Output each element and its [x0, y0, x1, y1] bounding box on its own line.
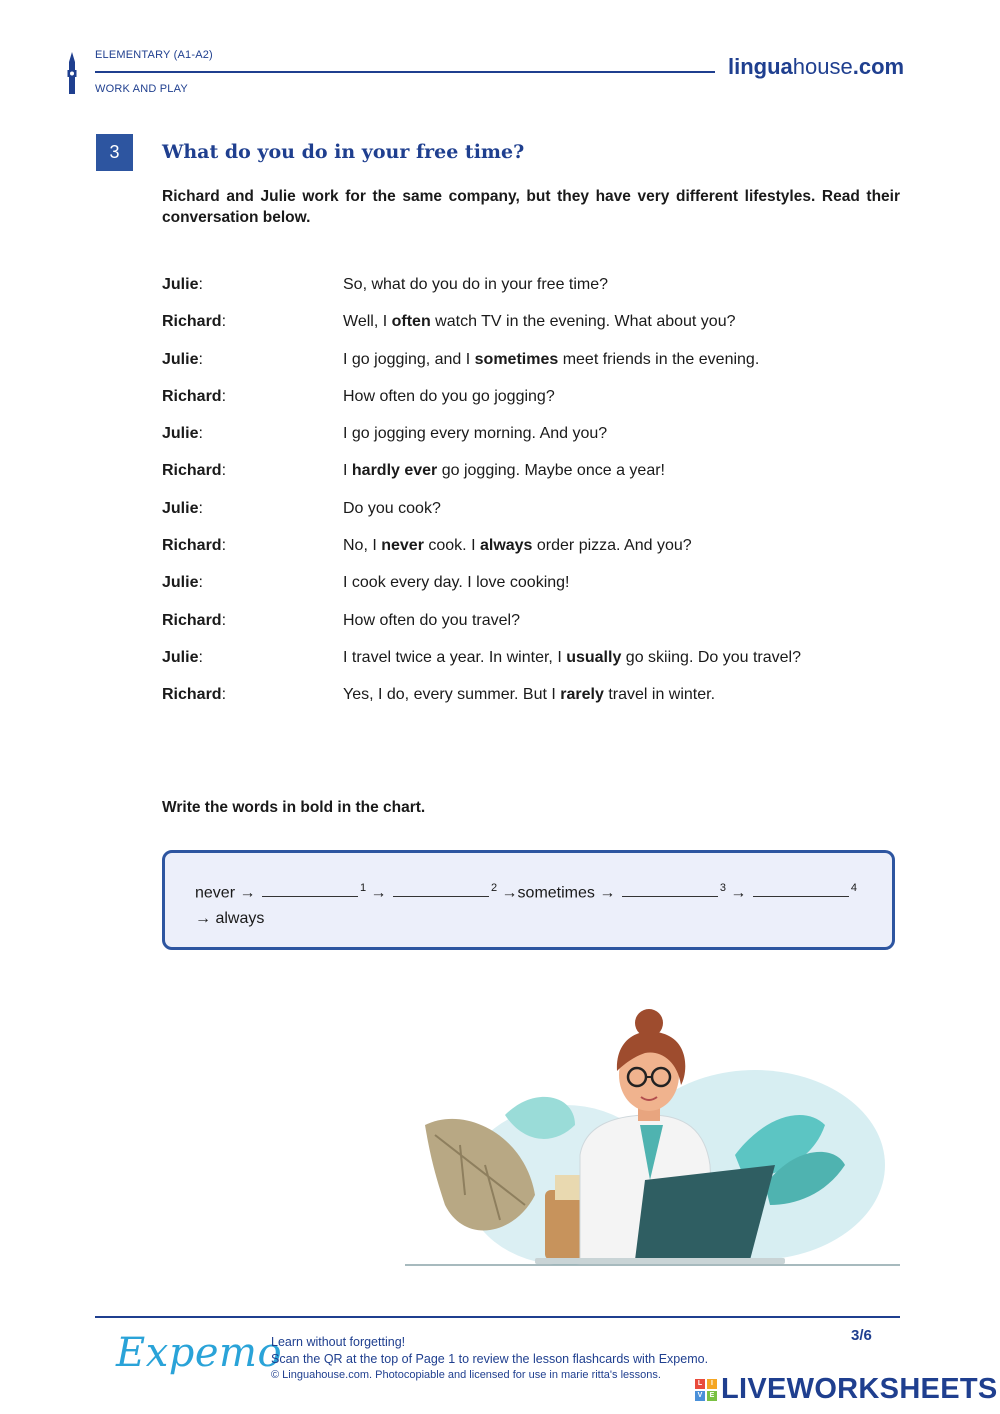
- dialogue-line: [162, 646, 902, 683]
- frequency-chart-box: [162, 850, 895, 950]
- speaker-label: Julie: [162, 425, 199, 443]
- arrow-icon: →: [195, 910, 211, 928]
- dialogue-line: [162, 534, 902, 571]
- frequency-adverb: always: [479, 537, 533, 555]
- footer-copyright: © Linguahouse.com. Photocopiable and licensed for use in marie ritta's lessons.: [271, 1369, 661, 1381]
- speech-fragment: No, I: [343, 537, 382, 555]
- arrow-icon: →: [599, 884, 616, 902]
- woman-laptop-illustration: [405, 1005, 900, 1270]
- footer-line-2: Scan the QR at the top of Page 1 to review the lesson flashcards with Expemo.: [271, 1351, 709, 1366]
- speech-text: [343, 459, 902, 496]
- speech-fragment: I: [343, 462, 352, 480]
- dialogue: [162, 273, 902, 721]
- linguahouse-logo[interactable]: [728, 54, 904, 80]
- liveworksheets-icon: [695, 1379, 717, 1401]
- speaker-label: Richard: [162, 387, 222, 405]
- expemo-logo[interactable]: Expemo: [116, 1330, 283, 1376]
- brand-part-3: .com: [852, 54, 905, 79]
- lw-letter: L: [695, 1379, 705, 1389]
- lw-letter: V: [695, 1391, 705, 1401]
- speech-fragment: I travel twice a year. In winter, I: [343, 648, 567, 666]
- topic-label: WORK AND PLAY: [95, 83, 188, 95]
- chart-word-always: always: [215, 910, 265, 928]
- brand-part-2: house: [792, 54, 853, 79]
- frequency-adverb: sometimes: [474, 350, 559, 368]
- speech-text: [343, 422, 902, 459]
- speech-fragment: travel in winter.: [603, 686, 716, 704]
- brand-part-1: lingua: [728, 54, 793, 79]
- speech-fragment: How often do you travel?: [343, 611, 520, 629]
- speaker-name: Julie:: [162, 425, 203, 443]
- dialogue-line: [162, 310, 902, 347]
- dialogue-line: [162, 609, 902, 646]
- speaker-name: Julie:: [162, 574, 203, 592]
- speech-fragment: go skiing. Do you travel?: [621, 648, 801, 666]
- arrow-icon: →: [370, 884, 387, 902]
- footer-text: [271, 1334, 708, 1384]
- frequency-chart: [195, 875, 875, 932]
- section-number: 3: [96, 134, 133, 171]
- speaker-label: Julie: [162, 648, 199, 666]
- speaker-name: Julie:: [162, 276, 203, 293]
- speaker-name: Richard:: [162, 313, 227, 331]
- speaker-label: Julie: [162, 276, 199, 293]
- speech-fragment: So, what do you do in your free time?: [343, 276, 609, 293]
- level-label: ELEMENTARY (A1-A2): [95, 49, 213, 61]
- speech-text: [343, 534, 902, 571]
- speech-fragment: Do you cook?: [343, 499, 441, 517]
- speaker-label: Julie: [162, 350, 199, 368]
- speech-text: [343, 385, 902, 422]
- speaker-name: Richard:: [162, 537, 227, 555]
- blank-number-1: 1: [359, 882, 367, 894]
- dialogue-line: [162, 348, 902, 385]
- frequency-adverb: hardly ever: [351, 462, 438, 480]
- speaker-label: Richard: [162, 611, 222, 629]
- speech-fragment: Yes, I do, every summer. But I: [343, 686, 561, 704]
- dialogue-line: [162, 385, 902, 422]
- arrow-icon: →: [501, 884, 518, 902]
- blank-number-3: 3: [719, 882, 726, 894]
- footer-divider: [95, 1316, 900, 1318]
- answer-blank-3[interactable]: [622, 880, 718, 897]
- speech-fragment: go jogging. Maybe once a year!: [437, 462, 665, 480]
- blank-number-4: 4: [850, 882, 857, 894]
- frequency-adverb: rarely: [560, 686, 604, 704]
- speaker-name: Richard:: [162, 611, 227, 629]
- speech-text: [343, 273, 902, 310]
- speech-text: [343, 646, 902, 683]
- speaker-name: Julie:: [162, 499, 203, 517]
- speaker-label: Richard: [162, 686, 222, 704]
- intro-text: Richard and Julie work for the same company, but they have very different lifestyles. Read their conversation below.: [162, 188, 900, 226]
- header-divider: [95, 71, 715, 73]
- speaker-name: Julie:: [162, 350, 203, 368]
- speaker-label: Julie: [162, 499, 199, 517]
- answer-blank-4[interactable]: [753, 880, 849, 897]
- answer-blank-1[interactable]: [262, 880, 358, 897]
- dialogue-line: [162, 422, 902, 459]
- speaker-label: Richard: [162, 537, 222, 555]
- speech-text: [343, 609, 902, 646]
- speaker-name: Julie:: [162, 648, 203, 666]
- liveworksheets-watermark[interactable]: [695, 1373, 998, 1406]
- liveworksheets-text: LIVEWORKSHEETS: [721, 1373, 998, 1405]
- speech-fragment: I go jogging, and I: [343, 350, 475, 368]
- frequency-adverb: never: [381, 537, 424, 555]
- lw-letter: E: [707, 1391, 717, 1401]
- speech-fragment: I go jogging every morning. And you?: [343, 425, 608, 443]
- speaker-name: Richard:: [162, 387, 227, 405]
- frequency-adverb: often: [391, 313, 431, 331]
- speech-fragment: Well, I: [343, 313, 392, 331]
- frequency-adverb: usually: [566, 648, 622, 666]
- speech-text: [343, 497, 902, 534]
- speech-fragment: meet friends in the evening.: [558, 350, 760, 368]
- dialogue-line: [162, 459, 902, 496]
- speech-fragment: How often do you go jogging?: [343, 387, 555, 405]
- speaker-name: Richard:: [162, 686, 227, 704]
- dialogue-line: [162, 683, 902, 720]
- arrow-icon: →: [730, 884, 747, 902]
- exercise-instruction: Write the words in bold in the chart.: [162, 799, 426, 816]
- dialogue-line: [162, 571, 902, 608]
- chart-word-never: never: [195, 884, 236, 902]
- dialogue-line: [162, 497, 902, 534]
- speech-fragment: watch TV in the evening. What about you?: [430, 313, 736, 331]
- speaker-label: Julie: [162, 574, 199, 592]
- speech-fragment: order pizza. And you?: [532, 537, 692, 555]
- speaker-name: Richard:: [162, 462, 227, 480]
- chart-word-sometimes: sometimes: [517, 884, 595, 902]
- speech-fragment: cook. I: [423, 537, 480, 555]
- answer-blank-2[interactable]: [393, 880, 489, 897]
- lw-letter: I: [707, 1379, 717, 1389]
- speaker-label: Richard: [162, 313, 222, 331]
- footer-line-1: Learn without forgetting!: [271, 1335, 406, 1349]
- page-number: 3/6: [851, 1327, 872, 1344]
- arrow-icon: →: [239, 884, 256, 902]
- blank-number-2: 2: [490, 882, 498, 894]
- dialogue-line: [162, 273, 902, 310]
- speech-fragment: I cook every day. I love cooking!: [343, 574, 570, 592]
- big-ben-icon: [66, 52, 78, 94]
- section-title: What do you do in your free time?: [162, 141, 525, 163]
- speech-text: [343, 683, 902, 720]
- speech-text: [343, 310, 902, 347]
- speech-text: [343, 348, 902, 385]
- speaker-label: Richard: [162, 462, 222, 480]
- speech-text: [343, 571, 902, 608]
